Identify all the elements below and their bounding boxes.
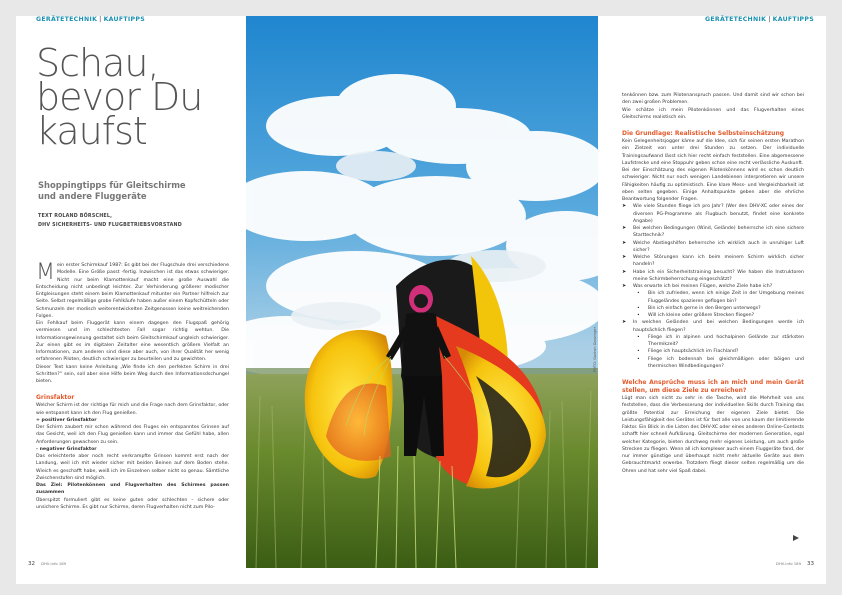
photo-credit: FOTO: Gudrun Ganzinger	[593, 326, 597, 372]
body-paragraph: Lügt man sich nicht zu sehr in die Tasche, wird die Mehrheit von uns feststellen, dass die Verbesserung der individuellen Skills durch Training das größte Potential zur Erreichung der eigenen Ziele bietet. Die Leistungsfähigkeit des Gerätes ist für fast alle von uns kaum der limitierende Faktor. Ein Blick in die Listen des DHV-XC oder eines anderen Online-Contests schafft hier schnell Aufklärung. Gleitschirme der modernen Generation, egal welcher Kategorie, bieten durchweg mehr eigenes Leistung, um auch große Strecken zu fliegen. Wenn all ich komplexer auch einem Fluggeräte fand, der nur immer günstige und überhaupt nicht mehr aktuelle Geräte aus dem Gebrauchtmarkt erwerbe. Trotzdem fliegt dieser selten regelmäßig um die Ohren und hat sehr viel Spaß dabei.	[622, 396, 804, 474]
header-subsection: KAUFTIPPS	[103, 16, 145, 23]
right-text-column	[622, 92, 804, 475]
subhead-line: Shoppingtipps für Gleitschirme	[38, 180, 186, 190]
body-paragraph: Welcher Schirm ist der richtige für mich und die Frage nach dem Grinsfaktor, oder wie entspannt kann ich den Flug genießen.	[36, 403, 229, 416]
body-paragraph: Dieser Text kann keine Anleitung „Wie finde ich den perfekten Schirm in drei Schritten?“ sein, soll aber eine Hilfe beim Weg durch den Informationsdschungel bieten.	[36, 364, 229, 384]
sub-list-item: • Bin ich zufrieden, wenn ich einige Zeit in der Umgebung meines Fluggeländes spazieren geflogen bin?	[622, 290, 804, 305]
body-paragraph: Überspitzt formuliert gibt es keine guten oder schlechten – sichere oder unsichere Schirme. Es gibt nur Schirme, deren Flugverhalten nicht zum Pilo-	[36, 497, 229, 510]
headline-line: bevor Du	[36, 75, 203, 119]
label-positive: + positiver Grinsfaktor	[36, 417, 97, 423]
header-section: GERÄTETECHNIK	[36, 16, 98, 23]
list-item: ➤ Wie viele Stunden fliege ich pro Jahr? (Wer den DHV-XC oder eines der diversen PG-Programme als Flugbuch benutzt, findet eine konkrete Angabe)	[622, 203, 804, 225]
question-list	[622, 319, 804, 334]
label-negative: - negativer Grinsfaktor	[36, 446, 97, 452]
question-list	[622, 203, 804, 290]
section-header-right	[705, 16, 814, 23]
dropcap: M	[36, 260, 55, 285]
page-number: 32	[28, 561, 35, 567]
body-paragraph: Bei der Einschätzung des eigenen Pilotenkönnens wird es schon deutlich schwieriger. Nicht nur noch wenigen Landebienen interpretieren wir unsere Fähigkeiten häufig zu optimistisch. Eine klare Mess- und Vergleichbarkeit ist eben selten gegeben. Einige Anhaltspunkte geben aber die ehrliche Beantwortung folgender Fragen.	[622, 168, 804, 202]
headline-line: Schau,	[36, 41, 159, 85]
body-paragraph: Das erleichterte aber noch recht verkrampfte Grinsen kommt erst nach der Landung, weil ich mit wieder sicher mit beiden Beinen auf dem Boden stehe. Wieich es geschafft habe, weiß ich im Einzelnen selber nicht so genau. Sämtliche Zwischenstufen sind möglich.	[36, 454, 229, 481]
sub-list-item: • Fliege ich bodennah bei gleichmäßigen oder böigen und thermischen Windbedingungen?	[622, 356, 804, 371]
list-item: ➤ Was erwarte ich bei meinen Flügen, welche Ziele habe ich?	[622, 283, 804, 290]
sub-list-item: • Bin ich einfach gerne in den Bergen unterwegs?	[622, 305, 804, 312]
section-header-left	[36, 16, 145, 23]
continue-arrow-icon	[793, 535, 799, 541]
sub-list-item: • Will ich kleine oder größere Strecken fliegen?	[622, 312, 804, 319]
body-paragraph: tenkönnen bzw. zum Pilotenanspruch passen. Und damit sind wir schon bei den zwei großen Problemen.	[622, 93, 804, 106]
list-item: ➤ Bei welchen Bedingungen (Wind, Gelände) beherrsche ich eine sichere Starttechnik?	[622, 225, 804, 240]
magazine-issue: DHV-info 189	[41, 561, 67, 566]
article-headline	[36, 41, 236, 153]
sub-question-list	[622, 334, 804, 370]
subhead-line: und andere Fluggeräte	[38, 191, 147, 201]
header-subsection: KAUFTIPPS	[772, 16, 814, 23]
body-paragraph: Der Schirm zaubert mir schon während des Fluges ein entspanntes Grinsen auf das Gesicht, weil ich den Flug genießen kann und immer das Gefühl habe, allen Anforderungen gewachsen zu sein.	[36, 425, 229, 445]
list-item: ➤ Habe ich ein Sicherheitstraining besucht? Wie haben die Instruktoren meine Schirmbeherrschung eingeschätzt?	[622, 269, 804, 284]
author-line: DHV SICHERHEITS- UND FLUGBETRIEBSVORSTAND	[38, 223, 182, 228]
sub-list-item: • Fliege ich hauptsächlich im Flachland?	[622, 348, 804, 355]
paraglider-photo	[246, 16, 598, 568]
section-heading: Grinsfaktor	[36, 394, 75, 402]
footer-left	[28, 561, 72, 567]
list-item: ➤ Welche Abstiegshilfen beherrsche ich wirklich auch in unruhiger Luft sicher?	[622, 240, 804, 255]
list-item: ➤ Welche Störungen kann ich beim meinem Schirm wirklich sicher handeln?	[622, 254, 804, 269]
body-paragraph: Ein Fehlkauf beim Fluggerät kann einem dagegen den Flugspaß gehörig vermiesen und im schlechtesten Fall sogar richtig wehtun. Die Informationsgewinnung gestaltet sich beim Gleitschirmkauf ungleich schwieriger. Zur einen gibt es im digitalen Zeitalter eine wesentlich größere Vielfalt an Informationen, zum anderen sind diese aber auch, von ihrer Qualität her wenig erfahrenen Piloten, deutlich schwieriger zu beurteilen und zu gewichten.	[36, 321, 229, 363]
magazine-issue: DHV-info 189	[775, 561, 801, 566]
intro-paragraph: Mein erster Schirmkauf 1987: Es gibt bei der Flugschule drei verschiedene Modelle. Eine Größe passt -fertig. Inzwischen ist das etwas schwieriger. Nicht nur beim Klamottenkauf macht eine große Auswahl die Entscheidung nicht unbedingt leichter. Zur Verhinderung größerer modischer Entgleisungen steht einem beim Klamottenkauf mitunter ein Partner hilfreich zur Seite. Selbst regelmäßige grobe Fehlkäufe haben außer einem Kopfschütteln oder Schmunzeln der modisch weiterentwickelten Zeitgenossen keine weitreichenden Folgen.	[36, 260, 229, 319]
author-line: TEXT ROLAND BÖRSCHEL,	[38, 214, 113, 219]
section-heading: Welche Ansprüche muss ich an mich und mein Gerät stellen, um diese Ziele zu erreichen?	[622, 379, 804, 394]
article-subheadline	[38, 180, 228, 202]
header-section: GERÄTETECHNIK	[705, 16, 767, 23]
header-separator: |	[99, 16, 102, 23]
paraglider-photo-illustration	[246, 16, 598, 568]
body-paragraph: Kein Gelegenheitsjogger käme auf die Idee, sich für seinen ersten Marathon ein Zielzeit von unter drei Stunden zu setzen. Der individuelle Trainingsaufwand lässt sich hier recht einfach feststellen. Eine abgemessene Laufstrecke und eine Stoppuhr geben schon eine recht verlässliche Auskunft.	[622, 139, 804, 166]
author-byline	[38, 212, 238, 230]
body-paragraph: Wie schätze ich mein Pilotenkönnen und das Flugverhalten eines Gleitschirms realistisch ein.	[622, 107, 804, 120]
left-text-column	[36, 262, 229, 511]
sub-list-item: • Fliege ich in alpinen und hochalpinen Gelände zur stärksten Thermikzeit?	[622, 334, 804, 349]
headline-line: kaufst	[36, 109, 147, 153]
sub-question-list	[622, 290, 804, 319]
footer-right	[770, 561, 814, 567]
bold-lead: Das Ziel: Pilotenkönnen und Flugverhalten des Schirmes passen zusammen	[36, 483, 229, 496]
page-number: 33	[807, 561, 814, 567]
header-separator: |	[768, 16, 771, 23]
list-item: ➤ In welchen Geländen und bei welchen Bedingungen werde ich hauptsächlich fliegen?	[622, 319, 804, 334]
section-heading: Die Grundlage: Realistische Selbsteinschätzung	[622, 130, 785, 137]
